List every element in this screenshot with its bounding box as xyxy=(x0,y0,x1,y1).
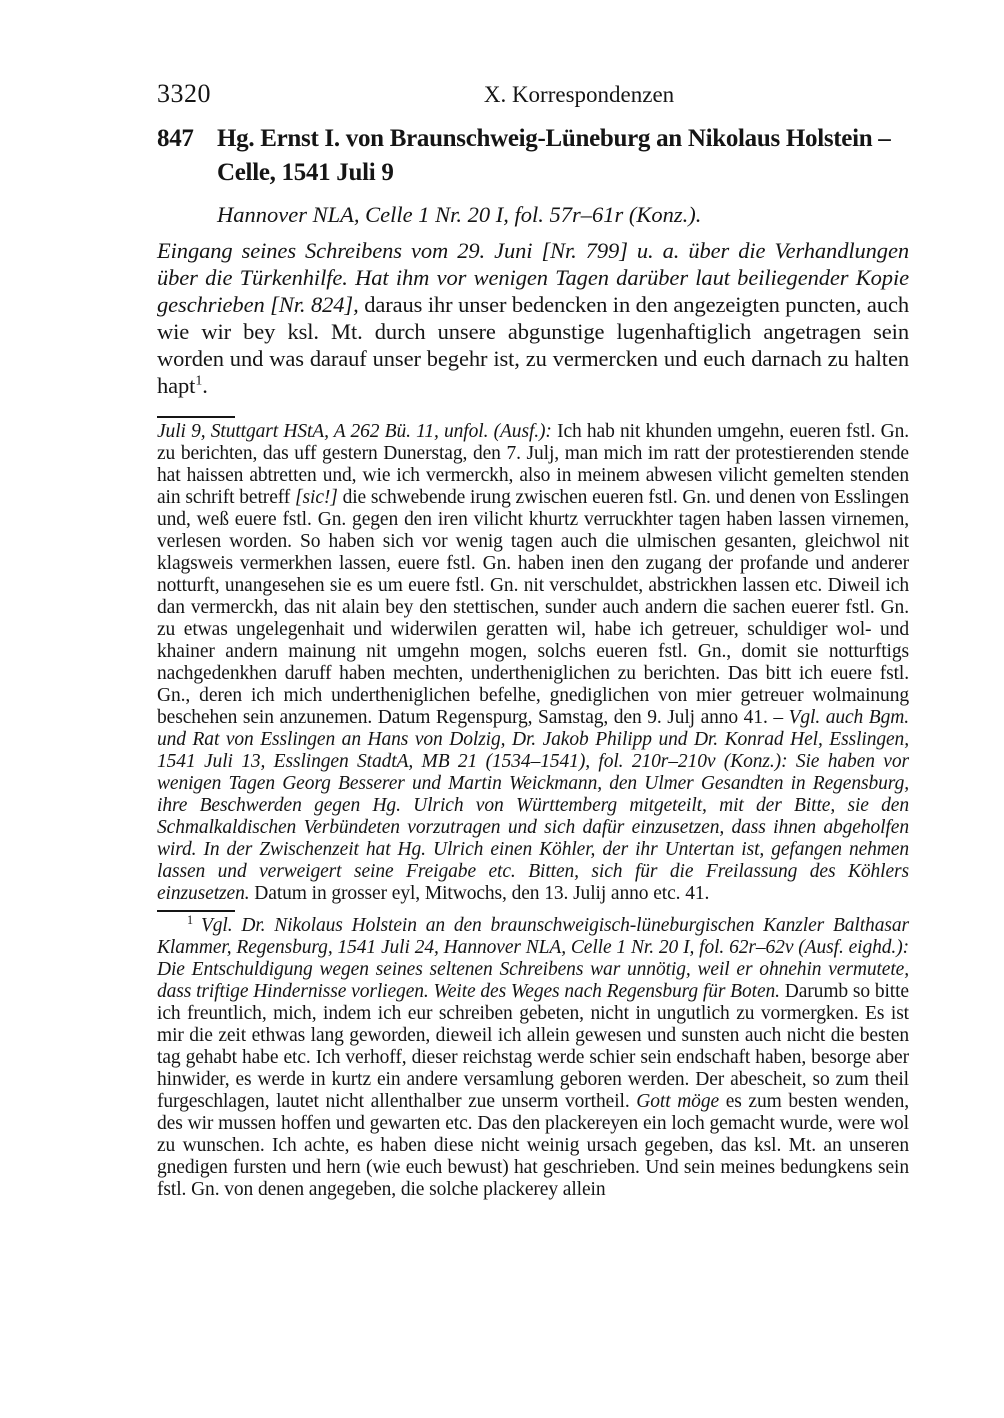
archive-source-reference: Hannover NLA, Celle 1 Nr. 20 I, fol. 57r–61r (Konz.). xyxy=(217,202,702,227)
entry-number: 847 xyxy=(157,125,194,152)
entry-heading xyxy=(157,122,909,190)
entry-title: Hg. Ernst I. von Braunschweig-Lüneburg an Nikolaus Holstein – Celle, 1541 Juli 9 xyxy=(217,125,891,186)
apparatus-note: Juli 9, Stuttgart HStA, A 262 Bü. 11, unfol. (Ausf.): Ich hab nit khunden umgehn, eueren fstl. Gn. zu berichten, das uff gestern Dunerstag, den 7. Julj, man mich im ratt der protestierenden stende hat haissen abtretten und, wie ich vermerckh, also in meinem abwesen vilicht gemelten stenden ain schrift betreff [sic!] die schwebende irung zwischen eueren fstl. Gn. und denen von Esslingen und, weß euere fstl. Gn. gegen den iren vilicht khurtz verruckhter tagen haben lassen virnemen, verlesen worden. So haben sich vor wenig tagen auch die ulmischen gesanten, gleichwol nit klagsweis vermerkhen lassen, euere fstl. Gn. haben inen den zugang der profande und anderer notturft, unangesehen sie es um euere fstl. Gn. nit verschuldet, abstrickhen lassen etc. Diweil ich dan vermerckh, das nit alain bey den stettischen, sunder auch andern die sachen euerer fstl. Gn. zu etwas ungelegenhait und widerwilen geratten wil, habe ich getreuer, schuldiger wol- und khainer andern mainung nit umgehn mogen, solchs eueren fstl. Gn., domit sie notturftigs nachgedenkhen daruff haben mechten, undertheniglichen zu berichten. Das bitt ich euere fstl. Gn., deren ich mich undertheniglichen befelhe, gnediglichen von mier getreuer wolmainung beschehen sein anzunemen. Datum Regenspurg, Samstag, den 9. Julj anno 41. – Vgl. auch Bgm. und Rat von Esslingen an Hans von Dolzig, Dr. Jakob Philipp und Dr. Konrad Hel, Esslingen, 1541 Juli 13, Esslingen StadtA, MB 21 (1534–1541), fol. 210r–210v (Konz.): Sie haben vor wenigen Tagen Georg Besserer und Martin Weickmann, den Ulmer Gesandten in Regensburg, ihre Beschwerden gegen Hg. Ulrich von Württemberg mitgeteilt, mit der Bitte, sie den Schmalkaldischen Verbündeten vorzutragen und sich dafür einzusetzen, dass ihnen abgeholfen wird. In der Zwischenzeit hat Hg. Ulrich einen Köhler, der ihr Untertan ist, gefangen nehmen lassen und verweigert seine Freigabe etc. Bitten, sich für die Freilassung des Köhlers einzusetzen. Datum in grosser eyl, Mitwochs, den 13. Julij anno etc. 41. xyxy=(157,421,910,904)
running-header xyxy=(157,80,909,109)
text-column xyxy=(157,80,909,1201)
section-title: X. Korrespondenzen xyxy=(483,82,675,107)
page-number: 3320 xyxy=(157,79,211,108)
footnote-1 xyxy=(157,912,909,1201)
entry-summary: Eingang seines Schreibens vom 29. Juni [Nr. 799] u. a. über die Verhandlungen über die Türkenhilfe. Hat ihm vor wenigen Tagen darüber laut beiliegender Kopie geschrieben [Nr. 824], daraus ihr unser bedencken in den angezeigten puncten, auch wie wir bey ksl. Mt. durch unsere abgunstige lugenhaftiglich angetragen sein worden und was darauf unser begehr ist, zu vermercken und euch darnach zu halten hapt$^1$. xyxy=(157,238,909,398)
footnote-1-text: Vgl. Dr. Nikolaus Holstein an den braunschweigisch-lüneburgischen Kanzler Balthasar Klammer, Regensburg, 1541 Juli 24, Hannover NLA, Celle 1 Nr. 20 I, fol. 62r–62v (Ausf. eighd.): Die Entschuldigung wegen seines seltenen Schreibens war unnötig, weil er ohnehin vermutete, dass triftige Hindernisse vorliegen. Weite des Weges nach Regensburg für Boten. Darumb so bitte ich freuntlich, mich, indem ich eur schreiben gebeten, nicht in ungutlich zu vormergken. Es ist mir die zeit ethwas lang geworden, dieweil ich allein gewesen und sunsten auch nicht die besten tag gehabt habe etc. Ich verhoff, dieser reichstag werde schier sein endschaft haben, besorge aber hinwider, es werde in kurtz ein andere versamlung geboren werden. Der abescheit, so zum theil furgeschlagen, lautet nicht allenthalber zue unserm vortheil. Gott möge es zum besten wenden, des wir mussen hoffen und gewarten etc. Das den plackereyen ein loch gemacht wurde, were wol zu wunschen. Ich achte, es haben diese nicht weinig ursach gegeben, das ksl. Mt. an unseren gnedigen fursten und hern (wie euch bewust) hat geschrieben. Und sein meines bedungkens sein fstl. Gn. von denen angegeben, die solche plackerey allein xyxy=(157,915,909,1200)
footnote-separator-rule xyxy=(157,910,235,912)
footnote-1-marker: 1 xyxy=(187,912,193,927)
apparatus-separator-rule xyxy=(157,416,235,418)
